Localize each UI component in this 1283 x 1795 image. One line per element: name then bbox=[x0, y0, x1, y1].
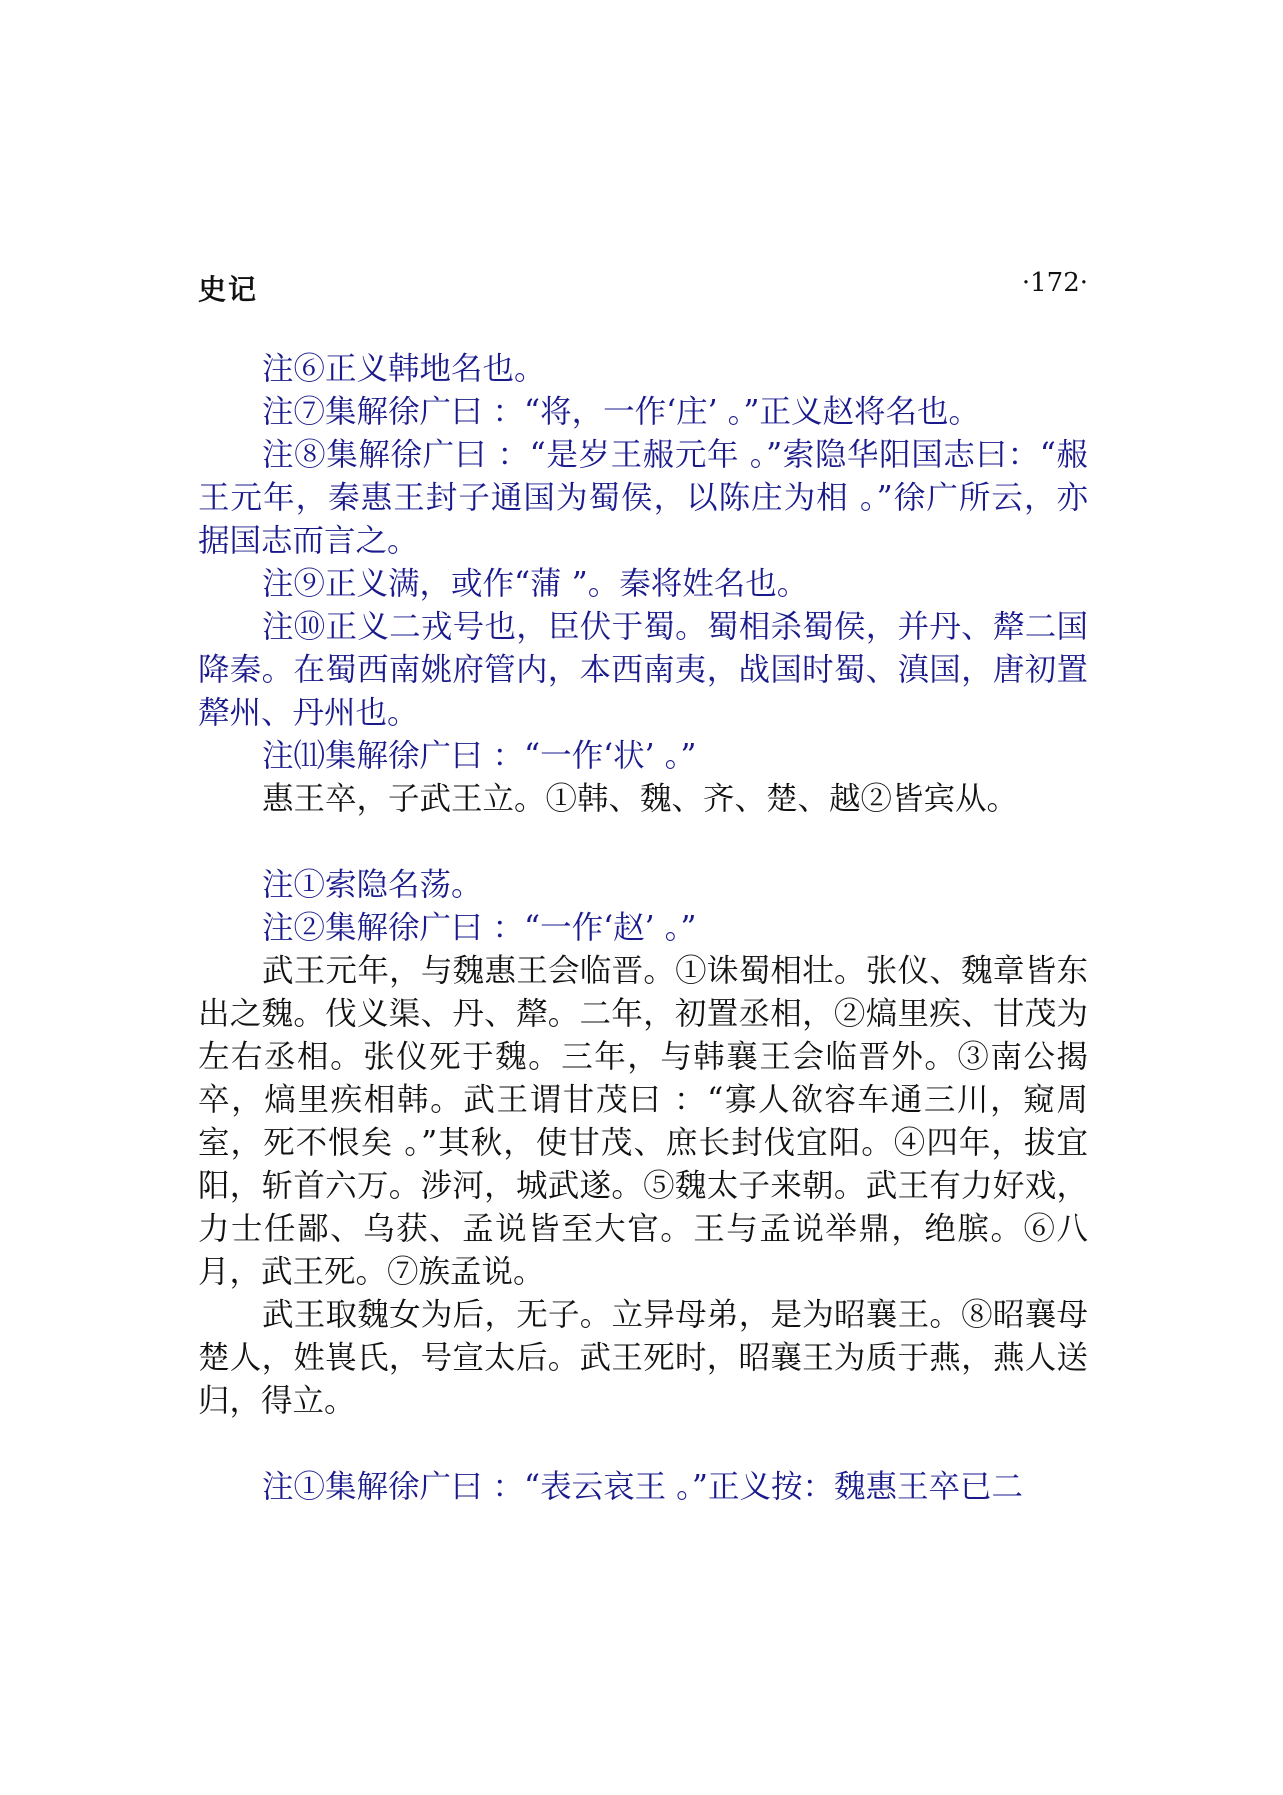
main-text-paragraph: 惠王卒，子武王立。①韩、魏、齐、楚、越②皆宾从。 bbox=[262, 781, 1019, 817]
main-text-paragraph: 武王取魏女为后，无子。立异母弟，是为昭襄王。⑧昭襄母楚人，姓嵔氏，号宣太后。武王死时，昭襄王为质于燕，燕人送归，得立。 bbox=[198, 1297, 1088, 1419]
book-title: 史记 bbox=[198, 273, 259, 306]
note-paragraph: 注⑩正义二戎号也，臣伏于蜀。蜀相杀蜀侯，并丹、犛二国降秦。在蜀西南姚府管内，本西南夷，战国时蜀、滇国，唐初置犛州、丹州也。 bbox=[198, 609, 1088, 731]
note-paragraph: 注①集解徐广曰 ：“表云哀王 。”正义按：魏惠王卒已二 bbox=[262, 1469, 1023, 1505]
main-text-paragraph: 武王元年，与魏惠王会临晋。①诛蜀相壮。张仪、魏章皆东出之魏。伐义渠、丹、犛。二年，初置丞相，②熇里疾、甘茂为左右丞相。张仪死于魏。三年，与韩襄王会临晋外。③南公揭卒，熇里疾相韩。武王谓甘茂曰 ：“寡人欲容车通三川，窥周室，死不恨矣 。”其秋，使甘茂、庶长封伐宜阳。④四年，拔宜阳，斩首六万。涉河，城武遂。⑤魏太子来朝。武王有力好戏，力士任鄙、乌获、孟说皆至大官。王与孟说举鼎，绝膑。⑥八月，武王死。⑦族孟说。 bbox=[198, 953, 1088, 1290]
paragraph-spacer bbox=[198, 1423, 1088, 1466]
note-paragraph: 注⑧集解徐广曰 ：“是岁王赧元年 。”索隐华阳国志曰：“赧王元年，秦惠王封子通国为蜀侯，以陈庄为相 。”徐广所云，亦据国志而言之。 bbox=[198, 437, 1088, 559]
note-paragraph: 注①索隐名荡。 bbox=[262, 867, 483, 903]
paragraph-spacer bbox=[198, 821, 1088, 864]
note-paragraph: 注⑥正义韩地名也。 bbox=[262, 351, 546, 387]
note-paragraph: 注⑦集解徐广曰 ：“将，一作‘庄’ 。”正义赵将名也。 bbox=[262, 394, 981, 430]
page-header bbox=[198, 268, 1088, 308]
note-paragraph: 注⑾集解徐广曰 ：“一作‘状’ 。” bbox=[262, 738, 697, 774]
note-paragraph: 注②集解徐广曰 ：“一作‘赵’ 。” bbox=[262, 910, 697, 946]
note-paragraph: 注⑨正义满，或作“蒲 ”。秦将姓名也。 bbox=[262, 566, 809, 602]
page-body bbox=[198, 348, 1088, 1509]
page-number: ·172· bbox=[1021, 268, 1088, 298]
